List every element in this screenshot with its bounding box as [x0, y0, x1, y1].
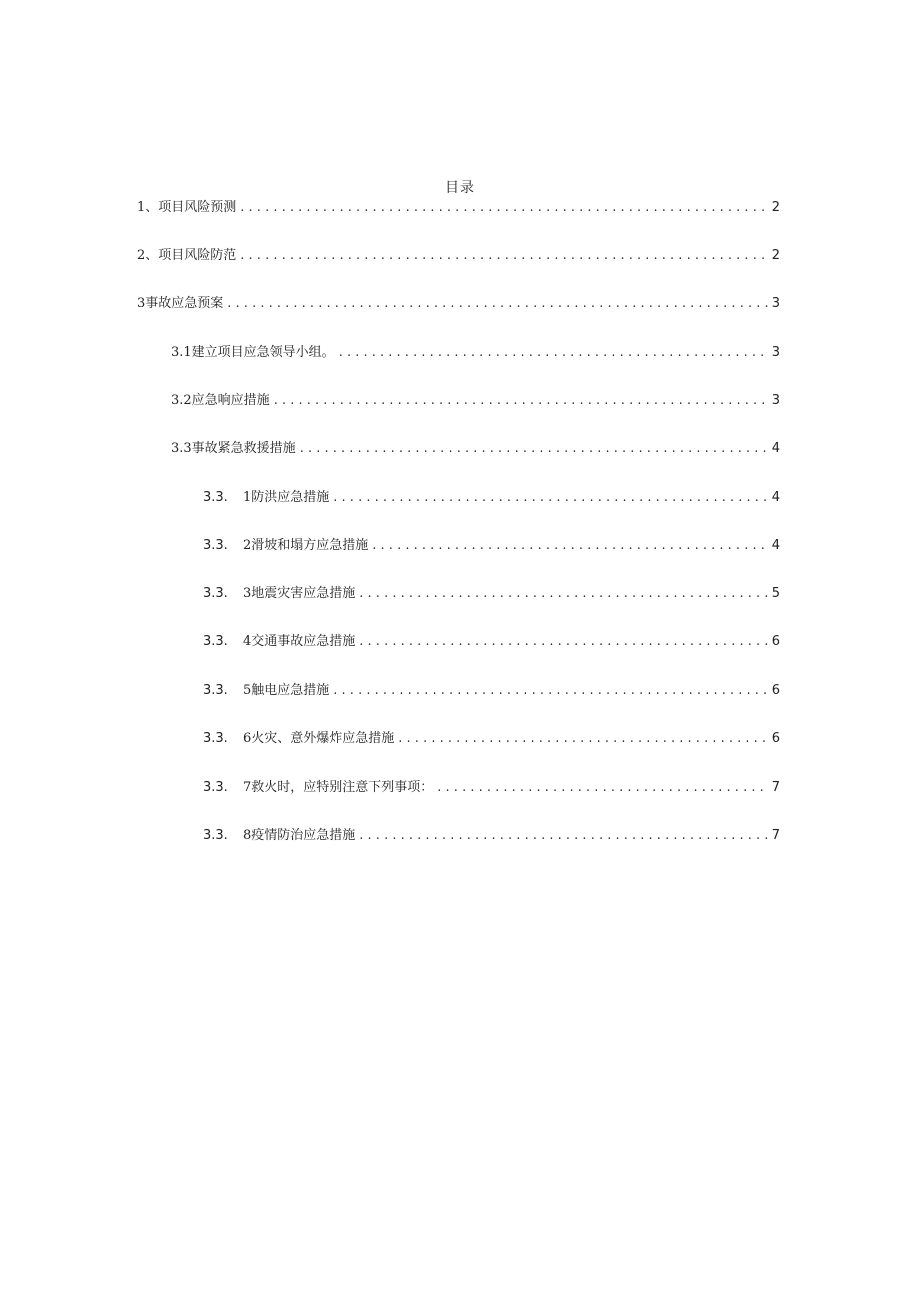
toc-entry-page: 3: [771, 345, 780, 360]
toc-entry[interactable]: [203, 582, 780, 606]
toc-entry-page: 3: [771, 296, 780, 311]
toc-entry-label: 6火灾、意外爆炸应急措施: [243, 731, 395, 746]
toc-entry-page: 6: [771, 683, 780, 698]
toc-entry[interactable]: [137, 292, 780, 316]
toc-leader-dots: [359, 630, 767, 654]
toc-entry-label: 3.2应急响应措施: [171, 393, 270, 408]
toc-entry-label: 3事故应急预案: [137, 296, 224, 311]
toc-entry-prefix: 3.3.: [203, 538, 228, 553]
toc-entry-page: 6: [771, 634, 780, 649]
toc-entry-prefix: 3.3.: [203, 731, 228, 746]
toc-leader-dots: [227, 292, 767, 316]
toc-entry[interactable]: [171, 389, 780, 413]
toc-entry-prefix: 3.3.: [203, 634, 228, 649]
toc-entry[interactable]: [171, 341, 780, 365]
toc-leader-dots: [274, 389, 768, 413]
toc-entry[interactable]: [203, 727, 780, 751]
toc-leader-dots: [240, 196, 767, 220]
toc-entry-label: 8疫情防治应急措施: [243, 828, 356, 843]
toc-leader-dots: [359, 824, 767, 848]
toc-entry[interactable]: [203, 534, 780, 558]
toc-entry-page: 3: [771, 393, 780, 408]
toc-leader-dots: [398, 727, 767, 751]
toc-entry-page: 2: [771, 248, 780, 263]
toc-entry-page: 7: [771, 780, 780, 795]
toc-entry[interactable]: [171, 437, 780, 461]
toc-entry[interactable]: [203, 486, 780, 510]
toc-entry-label: 2、项目风险防范: [137, 248, 237, 263]
toc-leader-dots: [333, 486, 767, 510]
toc-leader-dots: [372, 534, 767, 558]
toc-entry[interactable]: [203, 776, 780, 800]
toc-entry-page: 6: [771, 731, 780, 746]
toc-entry-prefix: 3.3.: [203, 586, 228, 601]
toc-entry-page: 2: [771, 200, 780, 215]
toc-entry-page: 4: [771, 538, 780, 553]
toc-leader-dots: [333, 679, 767, 703]
toc-entry-label: 3地震灾害应急措施: [243, 586, 356, 601]
toc-entry-page: 4: [771, 490, 780, 505]
toc-entry-label: 2滑坡和塌方应急措施: [243, 538, 369, 553]
toc-entry[interactable]: [203, 679, 780, 703]
toc-entry[interactable]: [137, 196, 780, 220]
toc-entry-label: 1、项目风险预测: [137, 200, 237, 215]
toc-entry-label: 3.1建立项目应急领导小组。: [171, 345, 335, 360]
toc-entry[interactable]: [137, 244, 780, 268]
toc-leader-dots: [359, 582, 767, 606]
toc-entry-prefix: 3.3.: [203, 828, 228, 843]
toc-leader-dots: [240, 244, 767, 268]
toc-entry-prefix: 3.3.: [203, 683, 228, 698]
toc-title: 目录: [445, 180, 475, 196]
toc-entry-page: 5: [771, 586, 780, 601]
toc-leader-dots: [437, 776, 767, 800]
toc-entry-prefix: 3.3.: [203, 780, 228, 795]
toc-entry-label: 7救火时，应特别注意下列事项：: [243, 780, 434, 795]
toc-leader-dots: [300, 437, 768, 461]
toc-entry-label: 4交通事故应急措施: [243, 634, 356, 649]
toc-entry-label: 5触电应急措施: [243, 683, 330, 698]
toc-entry-label: 1防洪应急措施: [243, 490, 330, 505]
toc-entry[interactable]: [203, 630, 780, 654]
toc-entry[interactable]: [203, 824, 780, 848]
toc-entry-page: 7: [771, 828, 780, 843]
toc-entry-page: 4: [771, 441, 780, 456]
toc-leader-dots: [339, 341, 768, 365]
toc-entry-label: 3.3事故紧急救援措施: [171, 441, 296, 456]
toc-entry-prefix: 3.3.: [203, 490, 228, 505]
